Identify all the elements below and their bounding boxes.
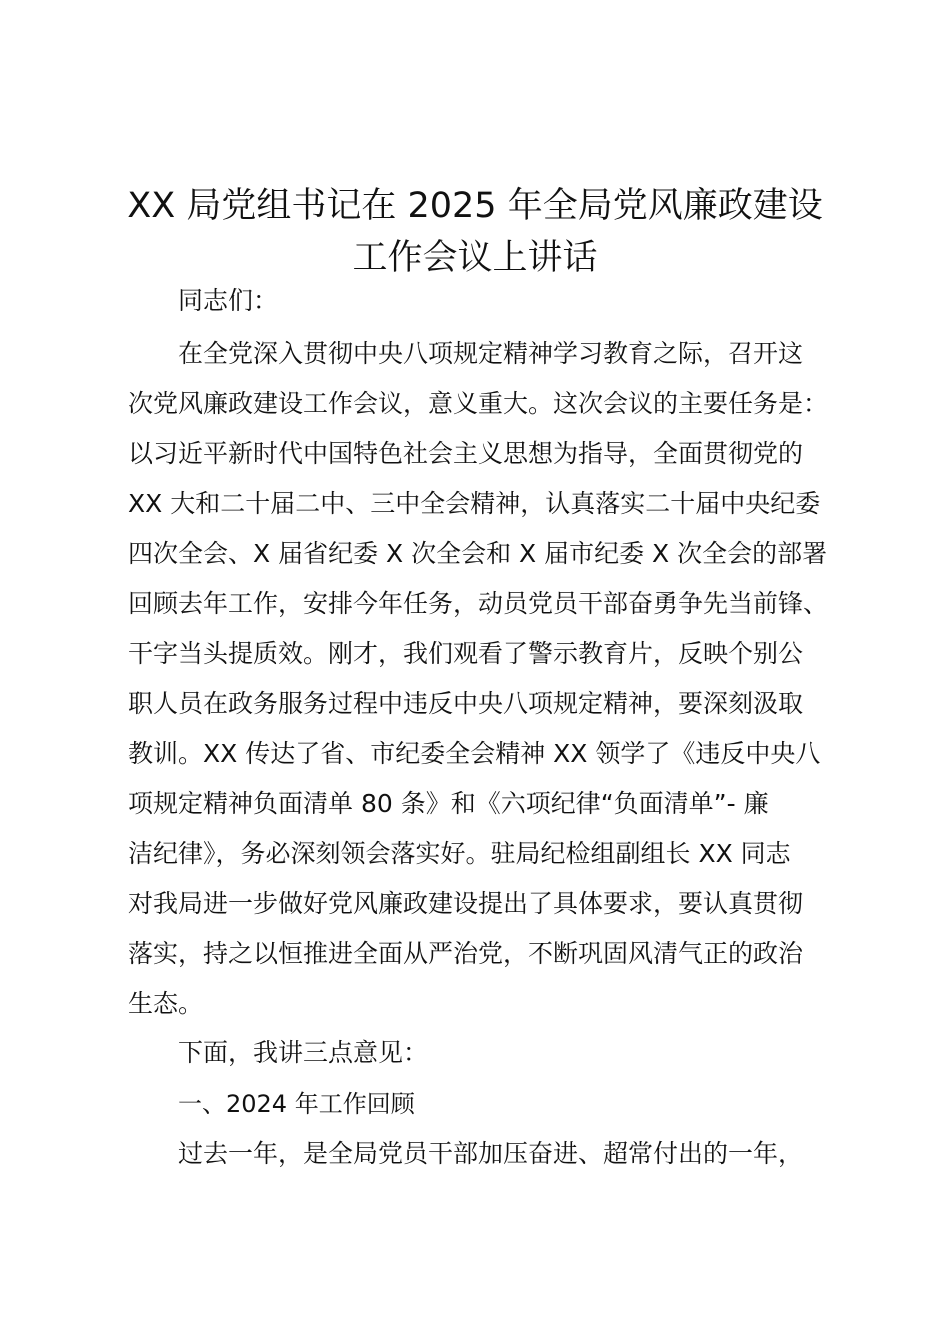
paragraph-1-line: 教训。XX 传达了省、市纪委全会精神 XX 领学了《违反中央八 xyxy=(128,739,821,768)
paragraph-3-line: 过去一年，是全局党员干部加压奋进、超常付出的一年， xyxy=(178,1139,804,1168)
paragraph-1-line: 回顾去年工作，安排今年任务，动员党员干部奋勇争先当前锋、 xyxy=(128,589,829,618)
paragraph-1-line: 在全党深入贯彻中央八项规定精神学习教育之际，召开这 xyxy=(178,339,804,368)
paragraph-1-line: 以习近平新时代中国特色社会主义思想为指导，全面贯彻党的 xyxy=(128,439,804,468)
document-title-line-1: XX 局党组书记在 2025 年全局党风廉政建设 xyxy=(127,186,823,226)
paragraph-1-line: 生态。 xyxy=(128,989,204,1018)
paragraph-1-line: 落实，持之以恒推进全面从严治党，不断巩固风清气正的政治 xyxy=(128,939,804,968)
paragraph-2: 下面，我讲三点意见： xyxy=(178,1038,429,1067)
paragraph-1-line: 职人员在政务服务过程中违反中央八项规定精神，要深刻汲取 xyxy=(128,689,804,718)
paragraph-1-line: 次党风廉政建设工作会议，意义重大。这次会议的主要任务是： xyxy=(128,389,829,418)
paragraph-1-line: 四次全会、X 届省纪委 X 次全会和 X 届市纪委 X 次全会的部署 xyxy=(128,539,828,568)
paragraph-1-line: 对我局进一步做好党风廉政建设提出了具体要求，要认真贯彻 xyxy=(128,889,804,918)
paragraph-1-line: 项规定精神负面清单 80 条》和《六项纪律“负面清单”- 廉 xyxy=(128,789,769,818)
paragraph-1-line: 干字当头提质效。刚才，我们观看了警示教育片，反映个别公 xyxy=(128,639,804,668)
document-title-line-2: 工作会议上讲话 xyxy=(352,238,598,278)
salutation: 同志们： xyxy=(178,286,279,315)
section-1-heading: 一、2024 年工作回顾 xyxy=(178,1090,415,1118)
paragraph-1-line: XX 大和二十届二中、三中全会精神，认真落实二十届中央纪委 xyxy=(128,489,821,518)
paragraph-1-line: 洁纪律》，务必深刻领会落实好。驻局纪检组副组长 XX 同志 xyxy=(128,839,791,868)
